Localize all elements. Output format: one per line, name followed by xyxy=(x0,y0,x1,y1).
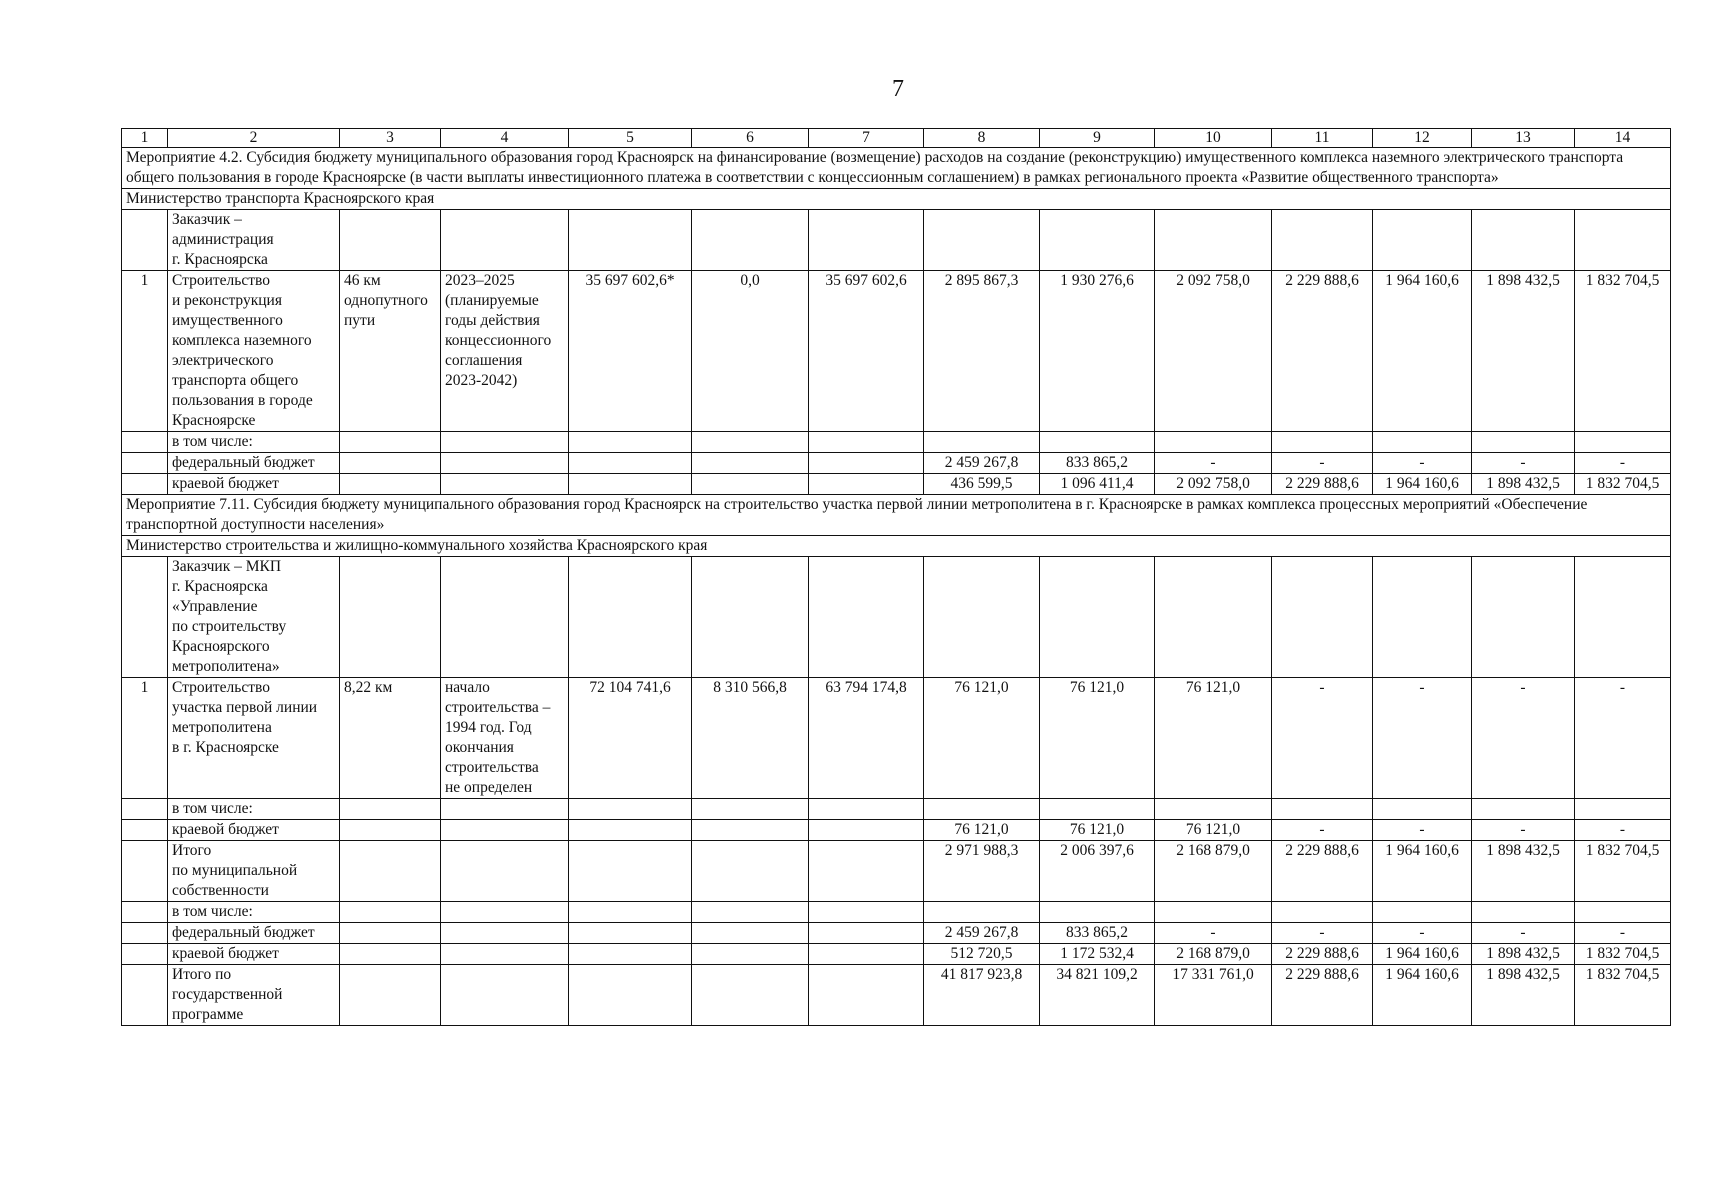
empty-cell xyxy=(924,557,1040,678)
cell-c11: 2 229 888,6 xyxy=(1272,474,1373,495)
empty-cell xyxy=(1155,902,1272,923)
empty-cell xyxy=(122,557,168,678)
total-program-row xyxy=(122,965,1671,1026)
empty-cell xyxy=(692,944,809,965)
empty-cell xyxy=(692,432,809,453)
cell-c8: 76 121,0 xyxy=(924,678,1040,799)
federal-budget-label: федеральный бюджет xyxy=(168,923,340,944)
col-header-4: 4 xyxy=(441,129,569,148)
object-name: Строительство участка первой линии метрополитена в г. Красноярске xyxy=(168,678,340,799)
empty-cell xyxy=(1155,432,1272,453)
empty-cell xyxy=(809,799,924,820)
cell-c11: - xyxy=(1272,820,1373,841)
empty-cell xyxy=(441,799,569,820)
empty-cell xyxy=(809,944,924,965)
measure-4-2-ministry: Министерство транспорта Красноярского края xyxy=(122,189,1671,210)
cell-c9: 2 006 397,6 xyxy=(1040,841,1155,902)
empty-cell xyxy=(1472,902,1575,923)
measure-4-2-including-row xyxy=(122,432,1671,453)
cell-c12: 1 964 160,6 xyxy=(1373,965,1472,1026)
cell-c13: - xyxy=(1472,923,1575,944)
cell-c10: 2 168 879,0 xyxy=(1155,944,1272,965)
cell-c14: 1 832 704,5 xyxy=(1575,271,1671,432)
total-municipal-label: Итого по муниципальной собственности xyxy=(168,841,340,902)
cell-c12: 1 964 160,6 xyxy=(1373,944,1472,965)
cell-c7: 35 697 602,6 xyxy=(809,271,924,432)
measure-7-11-object-row xyxy=(122,678,1671,799)
empty-cell xyxy=(692,474,809,495)
cell-c8: 2 971 988,3 xyxy=(924,841,1040,902)
cell-c12: 1 964 160,6 xyxy=(1373,841,1472,902)
empty-cell xyxy=(1373,902,1472,923)
including-label: в том числе: xyxy=(168,902,340,923)
measure-7-11-title-row xyxy=(122,495,1671,536)
empty-cell xyxy=(692,557,809,678)
total-program-label: Итого по государственной программе xyxy=(168,965,340,1026)
cell-c11: - xyxy=(1272,678,1373,799)
empty-cell xyxy=(809,432,924,453)
empty-cell xyxy=(1272,902,1373,923)
empty-cell xyxy=(1155,210,1272,271)
cell-c14: 1 832 704,5 xyxy=(1575,474,1671,495)
empty-cell xyxy=(569,902,692,923)
empty-cell xyxy=(122,453,168,474)
empty-cell xyxy=(692,841,809,902)
cell-c10: 2 092 758,0 xyxy=(1155,474,1272,495)
regional-budget-label: краевой бюджет xyxy=(168,944,340,965)
col-header-2: 2 xyxy=(168,129,340,148)
empty-cell xyxy=(569,432,692,453)
cell-c14: - xyxy=(1575,453,1671,474)
empty-cell xyxy=(340,557,441,678)
empty-cell xyxy=(1575,210,1671,271)
empty-cell xyxy=(441,557,569,678)
empty-cell xyxy=(1272,799,1373,820)
empty-cell xyxy=(340,902,441,923)
empty-cell xyxy=(809,902,924,923)
empty-cell xyxy=(441,453,569,474)
empty-cell xyxy=(569,557,692,678)
empty-cell xyxy=(1040,557,1155,678)
measure-4-2-regional-row xyxy=(122,474,1671,495)
empty-cell xyxy=(340,210,441,271)
empty-cell xyxy=(122,820,168,841)
empty-cell xyxy=(441,902,569,923)
measure-7-11-ministry-row xyxy=(122,536,1671,557)
cell-c7: 63 794 174,8 xyxy=(809,678,924,799)
empty-cell xyxy=(692,453,809,474)
cell-c13: - xyxy=(1472,678,1575,799)
empty-cell xyxy=(1575,902,1671,923)
empty-cell xyxy=(1472,210,1575,271)
col-header-9: 9 xyxy=(1040,129,1155,148)
empty-cell xyxy=(1373,557,1472,678)
col-header-6: 6 xyxy=(692,129,809,148)
empty-cell xyxy=(1472,432,1575,453)
measure-4-2-customer: Заказчик – администрация г. Красноярска xyxy=(168,210,340,271)
cell-c10: 2 092 758,0 xyxy=(1155,271,1272,432)
cell-c13: 1 898 432,5 xyxy=(1472,271,1575,432)
empty-cell xyxy=(809,820,924,841)
empty-cell xyxy=(122,902,168,923)
empty-cell xyxy=(924,210,1040,271)
column-number-row xyxy=(122,129,1671,148)
empty-cell xyxy=(569,820,692,841)
col-header-8: 8 xyxy=(924,129,1040,148)
empty-cell xyxy=(569,965,692,1026)
including-label: в том числе: xyxy=(168,799,340,820)
cell-c11: 2 229 888,6 xyxy=(1272,841,1373,902)
empty-cell xyxy=(809,210,924,271)
measure-4-2-customer-row xyxy=(122,210,1671,271)
measure-4-2-federal-row xyxy=(122,453,1671,474)
col-header-5: 5 xyxy=(569,129,692,148)
measure-7-11-customer: Заказчик – МКП г. Красноярска «Управление по строительству Красноярского метрополитена» xyxy=(168,557,340,678)
empty-cell xyxy=(692,923,809,944)
empty-cell xyxy=(441,210,569,271)
object-capacity: 8,22 км xyxy=(340,678,441,799)
empty-cell xyxy=(569,474,692,495)
measure-7-11-title: Мероприятие 7.11. Субсидия бюджету муниципального образования город Красноярск на строительство участка первой линии метрополитена в г. Красноярске в рамках комплекса процессных мероприятий «Обеспечение транспортной доступности населения» xyxy=(122,495,1671,536)
cell-c13: 1 898 432,5 xyxy=(1472,944,1575,965)
empty-cell xyxy=(569,453,692,474)
cell-c11: 2 229 888,6 xyxy=(1272,271,1373,432)
empty-cell xyxy=(569,923,692,944)
empty-cell xyxy=(122,432,168,453)
empty-cell xyxy=(924,432,1040,453)
cell-c9: 833 865,2 xyxy=(1040,923,1155,944)
empty-cell xyxy=(122,841,168,902)
cell-c13: 1 898 432,5 xyxy=(1472,474,1575,495)
empty-cell xyxy=(122,799,168,820)
empty-cell xyxy=(122,923,168,944)
cell-c10: 17 331 761,0 xyxy=(1155,965,1272,1026)
cell-c13: 1 898 432,5 xyxy=(1472,965,1575,1026)
object-period: 2023–2025 (планируемые годы действия концессионного соглашения 2023-2042) xyxy=(441,271,569,432)
cell-c10: 76 121,0 xyxy=(1155,820,1272,841)
cell-c8: 436 599,5 xyxy=(924,474,1040,495)
empty-cell xyxy=(1373,210,1472,271)
cell-c10: - xyxy=(1155,453,1272,474)
empty-cell xyxy=(340,965,441,1026)
empty-cell xyxy=(692,902,809,923)
empty-cell xyxy=(441,965,569,1026)
empty-cell xyxy=(1575,799,1671,820)
cell-c14: 1 832 704,5 xyxy=(1575,944,1671,965)
cell-c5: 35 697 602,6* xyxy=(569,271,692,432)
empty-cell xyxy=(340,799,441,820)
total-municipal-including-row xyxy=(122,902,1671,923)
cell-c12: 1 964 160,6 xyxy=(1373,474,1472,495)
measure-7-11-customer-row xyxy=(122,557,1671,678)
cell-c13: - xyxy=(1472,820,1575,841)
empty-cell xyxy=(924,902,1040,923)
empty-cell xyxy=(441,820,569,841)
empty-cell xyxy=(1040,902,1155,923)
empty-cell xyxy=(441,923,569,944)
measure-4-2-ministry-row xyxy=(122,189,1671,210)
empty-cell xyxy=(924,799,1040,820)
empty-cell xyxy=(809,841,924,902)
object-index: 1 xyxy=(122,271,168,432)
empty-cell xyxy=(1040,799,1155,820)
object-index: 1 xyxy=(122,678,168,799)
empty-cell xyxy=(441,841,569,902)
cell-c11: 2 229 888,6 xyxy=(1272,944,1373,965)
cell-c14: 1 832 704,5 xyxy=(1575,965,1671,1026)
empty-cell xyxy=(340,820,441,841)
col-header-3: 3 xyxy=(340,129,441,148)
empty-cell xyxy=(441,944,569,965)
measure-7-11-regional-row xyxy=(122,820,1671,841)
cell-c9: 833 865,2 xyxy=(1040,453,1155,474)
cell-c14: - xyxy=(1575,923,1671,944)
col-header-12: 12 xyxy=(1373,129,1472,148)
regional-budget-label: краевой бюджет xyxy=(168,820,340,841)
cell-c14: - xyxy=(1575,820,1671,841)
empty-cell xyxy=(809,923,924,944)
empty-cell xyxy=(809,557,924,678)
cell-c8: 2 459 267,8 xyxy=(924,453,1040,474)
total-municipal-federal-row xyxy=(122,923,1671,944)
empty-cell xyxy=(1272,557,1373,678)
empty-cell xyxy=(122,965,168,1026)
empty-cell xyxy=(569,210,692,271)
cell-c14: 1 832 704,5 xyxy=(1575,841,1671,902)
cell-c11: 2 229 888,6 xyxy=(1272,965,1373,1026)
empty-cell xyxy=(441,432,569,453)
cell-c9: 76 121,0 xyxy=(1040,820,1155,841)
regional-budget-label: краевой бюджет xyxy=(168,474,340,495)
cell-c9: 34 821 109,2 xyxy=(1040,965,1155,1026)
empty-cell xyxy=(122,474,168,495)
empty-cell xyxy=(340,923,441,944)
measure-4-2-object-row xyxy=(122,271,1671,432)
cell-c12: - xyxy=(1373,820,1472,841)
program-table xyxy=(121,128,1671,1026)
empty-cell xyxy=(692,210,809,271)
cell-c9: 1 930 276,6 xyxy=(1040,271,1155,432)
col-header-11: 11 xyxy=(1272,129,1373,148)
cell-c9: 76 121,0 xyxy=(1040,678,1155,799)
cell-c10: - xyxy=(1155,923,1272,944)
col-header-1: 1 xyxy=(122,129,168,148)
empty-cell xyxy=(1472,799,1575,820)
cell-c9: 1 096 411,4 xyxy=(1040,474,1155,495)
cell-c9: 1 172 532,4 xyxy=(1040,944,1155,965)
empty-cell xyxy=(1040,210,1155,271)
empty-cell xyxy=(122,944,168,965)
empty-cell xyxy=(1155,799,1272,820)
cell-c11: - xyxy=(1272,453,1373,474)
measure-7-11-including-row xyxy=(122,799,1671,820)
cell-c11: - xyxy=(1272,923,1373,944)
empty-cell xyxy=(1272,432,1373,453)
empty-cell xyxy=(692,820,809,841)
cell-c8: 41 817 923,8 xyxy=(924,965,1040,1026)
cell-c8: 2 895 867,3 xyxy=(924,271,1040,432)
cell-c12: - xyxy=(1373,923,1472,944)
cell-c6: 0,0 xyxy=(692,271,809,432)
cell-c8: 512 720,5 xyxy=(924,944,1040,965)
cell-c8: 2 459 267,8 xyxy=(924,923,1040,944)
empty-cell xyxy=(340,841,441,902)
empty-cell xyxy=(809,453,924,474)
cell-c5: 72 104 741,6 xyxy=(569,678,692,799)
cell-c14: - xyxy=(1575,678,1671,799)
cell-c10: 2 168 879,0 xyxy=(1155,841,1272,902)
empty-cell xyxy=(692,799,809,820)
cell-c8: 76 121,0 xyxy=(924,820,1040,841)
empty-cell xyxy=(1272,210,1373,271)
empty-cell xyxy=(1373,432,1472,453)
total-municipal-regional-row xyxy=(122,944,1671,965)
empty-cell xyxy=(569,841,692,902)
federal-budget-label: федеральный бюджет xyxy=(168,453,340,474)
empty-cell xyxy=(340,944,441,965)
empty-cell xyxy=(340,474,441,495)
cell-c12: - xyxy=(1373,453,1472,474)
object-name: Строительство и реконструкция имущественного комплекса наземного электрического транспорта общего пользования в городе Красноярске xyxy=(168,271,340,432)
object-period: начало строительства – 1994 год. Год окончания строительства не определен xyxy=(441,678,569,799)
empty-cell xyxy=(809,965,924,1026)
empty-cell xyxy=(1040,432,1155,453)
cell-c10: 76 121,0 xyxy=(1155,678,1272,799)
empty-cell xyxy=(1472,557,1575,678)
col-header-10: 10 xyxy=(1155,129,1272,148)
including-label: в том числе: xyxy=(168,432,340,453)
object-capacity: 46 км однопутного пути xyxy=(340,271,441,432)
cell-c12: 1 964 160,6 xyxy=(1373,271,1472,432)
empty-cell xyxy=(441,474,569,495)
empty-cell xyxy=(569,799,692,820)
col-header-13: 13 xyxy=(1472,129,1575,148)
empty-cell xyxy=(569,944,692,965)
empty-cell xyxy=(1373,799,1472,820)
cell-c12: - xyxy=(1373,678,1472,799)
total-municipal-row xyxy=(122,841,1671,902)
empty-cell xyxy=(340,453,441,474)
empty-cell xyxy=(1155,557,1272,678)
col-header-14: 14 xyxy=(1575,129,1671,148)
empty-cell xyxy=(340,432,441,453)
cell-c13: 1 898 432,5 xyxy=(1472,841,1575,902)
page-number: 7 xyxy=(892,76,904,102)
cell-c6: 8 310 566,8 xyxy=(692,678,809,799)
empty-cell xyxy=(1575,432,1671,453)
measure-7-11-ministry: Министерство строительства и жилищно-коммунального хозяйства Красноярского края xyxy=(122,536,1671,557)
measure-4-2-title: Мероприятие 4.2. Субсидия бюджету муниципального образования город Красноярск на финансирование (возмещение) расходов на создание (реконструкцию) имущественного комплекса наземного электрического транспорта общего пользования в городе Красноярске (в части выплаты инвестиционного платежа в соответствии с концессионным соглашением) в рамках регионального проекта «Развитие общественного транспорта» xyxy=(122,148,1671,189)
cell-c13: - xyxy=(1472,453,1575,474)
measure-4-2-title-row xyxy=(122,148,1671,189)
col-header-7: 7 xyxy=(809,129,924,148)
empty-cell xyxy=(1575,557,1671,678)
empty-cell xyxy=(692,965,809,1026)
empty-cell xyxy=(809,474,924,495)
